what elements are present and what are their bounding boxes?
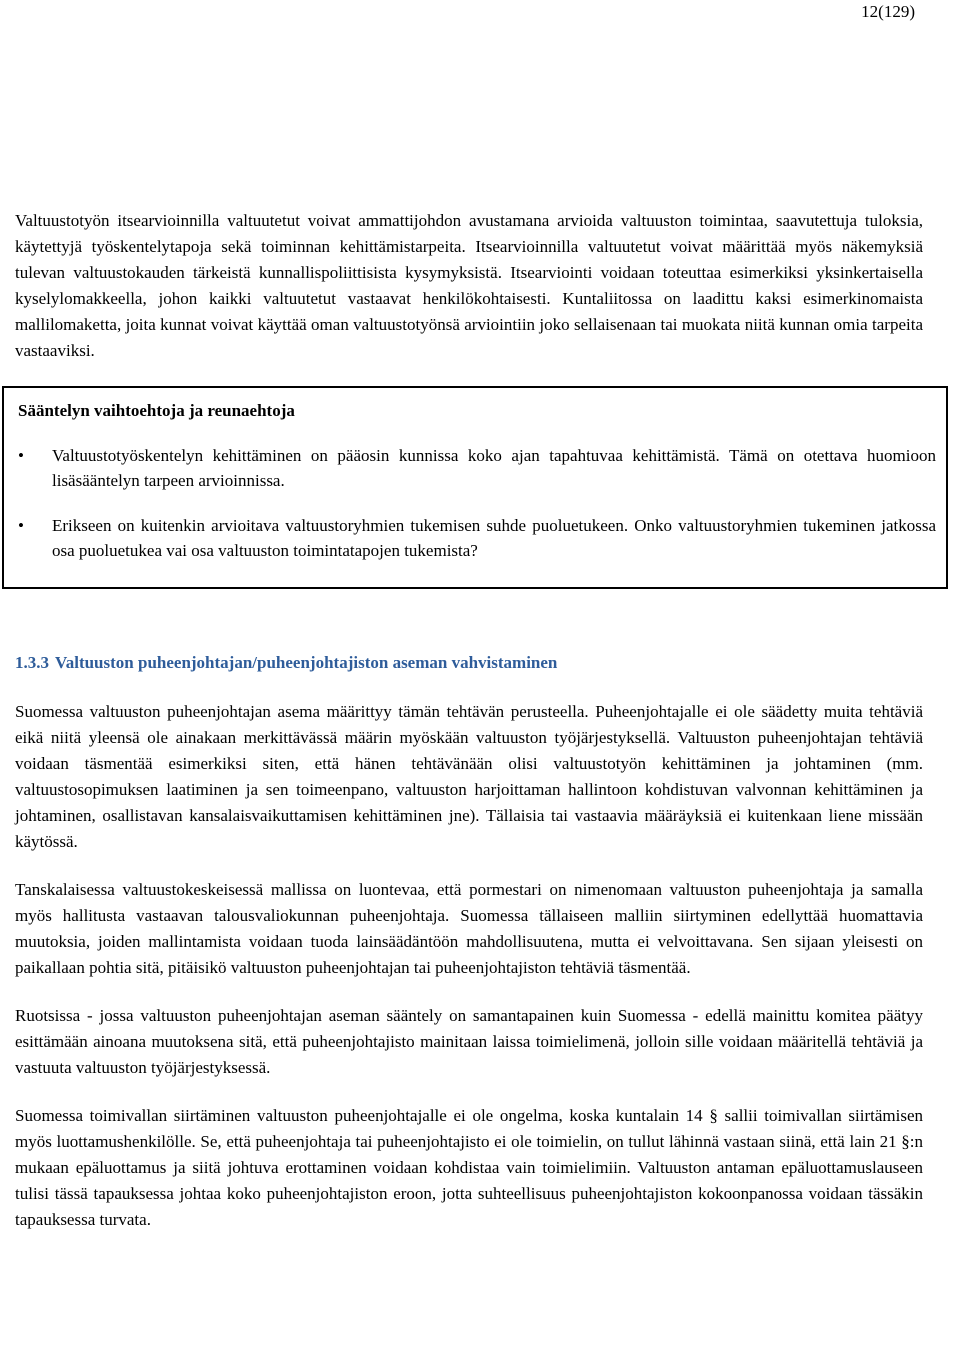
document-body	[15, 208, 936, 1255]
section-paragraph-4: Suomessa toimivallan siirtäminen valtuuston puheenjohtajalle ei ole ongelma, koska kuntalain 14 § sallii toimivallan siirtämisen myös luottamushenkilölle. Se, että puheenjohtaja tai puheenjohtajisto ei ole toimielin, on tullut lähinnä vastaan siinä, että lain 21 §:n mukaan epäluottamus ja siitä johtuva erottaminen voidaan kohdistaa vain toimielimiin. Valtuuston antaman epäluottamuslauseen tulisi tässä tapauksessa johtaa koko puheenjohtajiston eroon, jotta suhteellisuus puheenjohtajiston kokoonpanossa voidaan tässäkin tapauksessa turvata.	[15, 1106, 923, 1229]
section-paragraph-2: Tanskalaisessa valtuustokeskeisessä mallissa on luontevaa, että pormestari on nimenomaan valtuuston puheenjohtaja ja samalla myös hallitusta vastaavan talousvaliokunnan puheenjohtaja. Suomessa tällaiseen malliin siirtyminen edellyttää huomattavia muutoksia, joiden mallintamista voidaan tuoda lainsäädäntöön mahdollisuutena, mutta ei velvoittavana. Sen sijaan yleisesti on paikallaan pohtia sitä, pitäisikö valtuuston puheenjohtajan tai puheenjohtajiston tehtäviä täsmentää.	[15, 880, 923, 977]
list-item	[18, 443, 936, 493]
regulation-options-box	[2, 386, 948, 589]
section-number: 1.3.3	[15, 653, 49, 672]
section-paragraph-3: Ruotsissa - jossa valtuuston puheenjohtajan aseman sääntely on samantapainen kuin Suomessa - edellä mainittu komitea päätyy esittämään ainoana muutoksena sitä, että puheenjohtajisto mainitaan laissa toimielimenä, jolloin sille voidaan määritellä tehtäviä ja vastuuta valtuuston työjärjestyksessä.	[15, 1006, 923, 1077]
page-number: 12(129)	[861, 2, 915, 21]
section-heading	[15, 652, 923, 674]
list-item	[18, 513, 936, 563]
bullet-icon: •	[18, 516, 24, 535]
list-item-text: Erikseen on kuitenkin arvioitava valtuustoryhmien tukemisen suhde puoluetukeen. Onko valtuustoryhmien tukeminen jatkossa osa puoluetukea vai osa valtuuston toimintatapojen tukemista?	[52, 516, 936, 560]
box-bullet-list	[18, 443, 936, 563]
bullet-icon: •	[18, 446, 24, 465]
section-paragraph-1: Suomessa valtuuston puheenjohtajan asema määrittyy tämän tehtävän perusteella. Puheenjohtajalle ei ole säädetty muita tehtäviä eikä niitä yleensä ole ainakaan merkittävässä määrin myöskään valtuuston työjärjestyksellä. Valtuuston puheenjohtajan tehtäviä voidaan täsmentää esimerkiksi siten, että hänen tehtävänään olisi valtuustotyön kehittäminen ja johtaminen (mm. valtuustosopimuksen laatiminen ja sen toimeenpano, valtuuston harjoittaman hallintoon kohdistuvan valvonnan kehittäminen ja johtaminen, osallistavan kansalaisvaikuttamisen kehittäminen jne). Tällaisia tai vastaavia määräyksiä ei kuitenkaan liene missään käytössä.	[15, 702, 923, 851]
intro-paragraph: Valtuustotyön itsearvioinnilla valtuutetut voivat ammattijohdon avustamana arvioida valtuuston toimintaa, saavutettuja tuloksia, käytettyjä työskentelytapoja sekä toiminnan kehittämistarpeita. Itsearvioinnilla valtuutetut voivat määrittää myös näkemyksiä tulevan valtuustokauden tärkeistä kunnallispoliittisista kysymyksistä. Itsearviointi voidaan toteuttaa esimerkiksi yksinkertaisella kyselylomakkeella, johon kaikki valtuutetut vastaavat henkilökohtaisesti. Kuntaliitossa on laadittu kaksi esimerkinomaista mallilomaketta, joita kunnat voivat käyttää oman valtuustotyönsä arviointiin joko sellaisenaan tai muokata niitä kunnan omia tarpeita vastaaviksi.	[15, 211, 923, 360]
section-title: Valtuuston puheenjohtajan/puheenjohtajiston aseman vahvistaminen	[55, 653, 558, 672]
box-title: Sääntelyn vaihtoehtoja ja reunaehtoja	[18, 401, 295, 420]
list-item-text: Valtuustotyöskentelyn kehittäminen on pääosin kunnissa koko ajan tapahtuvaa kehittämistä. Tämä on otettava huomioon lisäsääntelyn tarpeen arvioinnissa.	[52, 446, 936, 490]
